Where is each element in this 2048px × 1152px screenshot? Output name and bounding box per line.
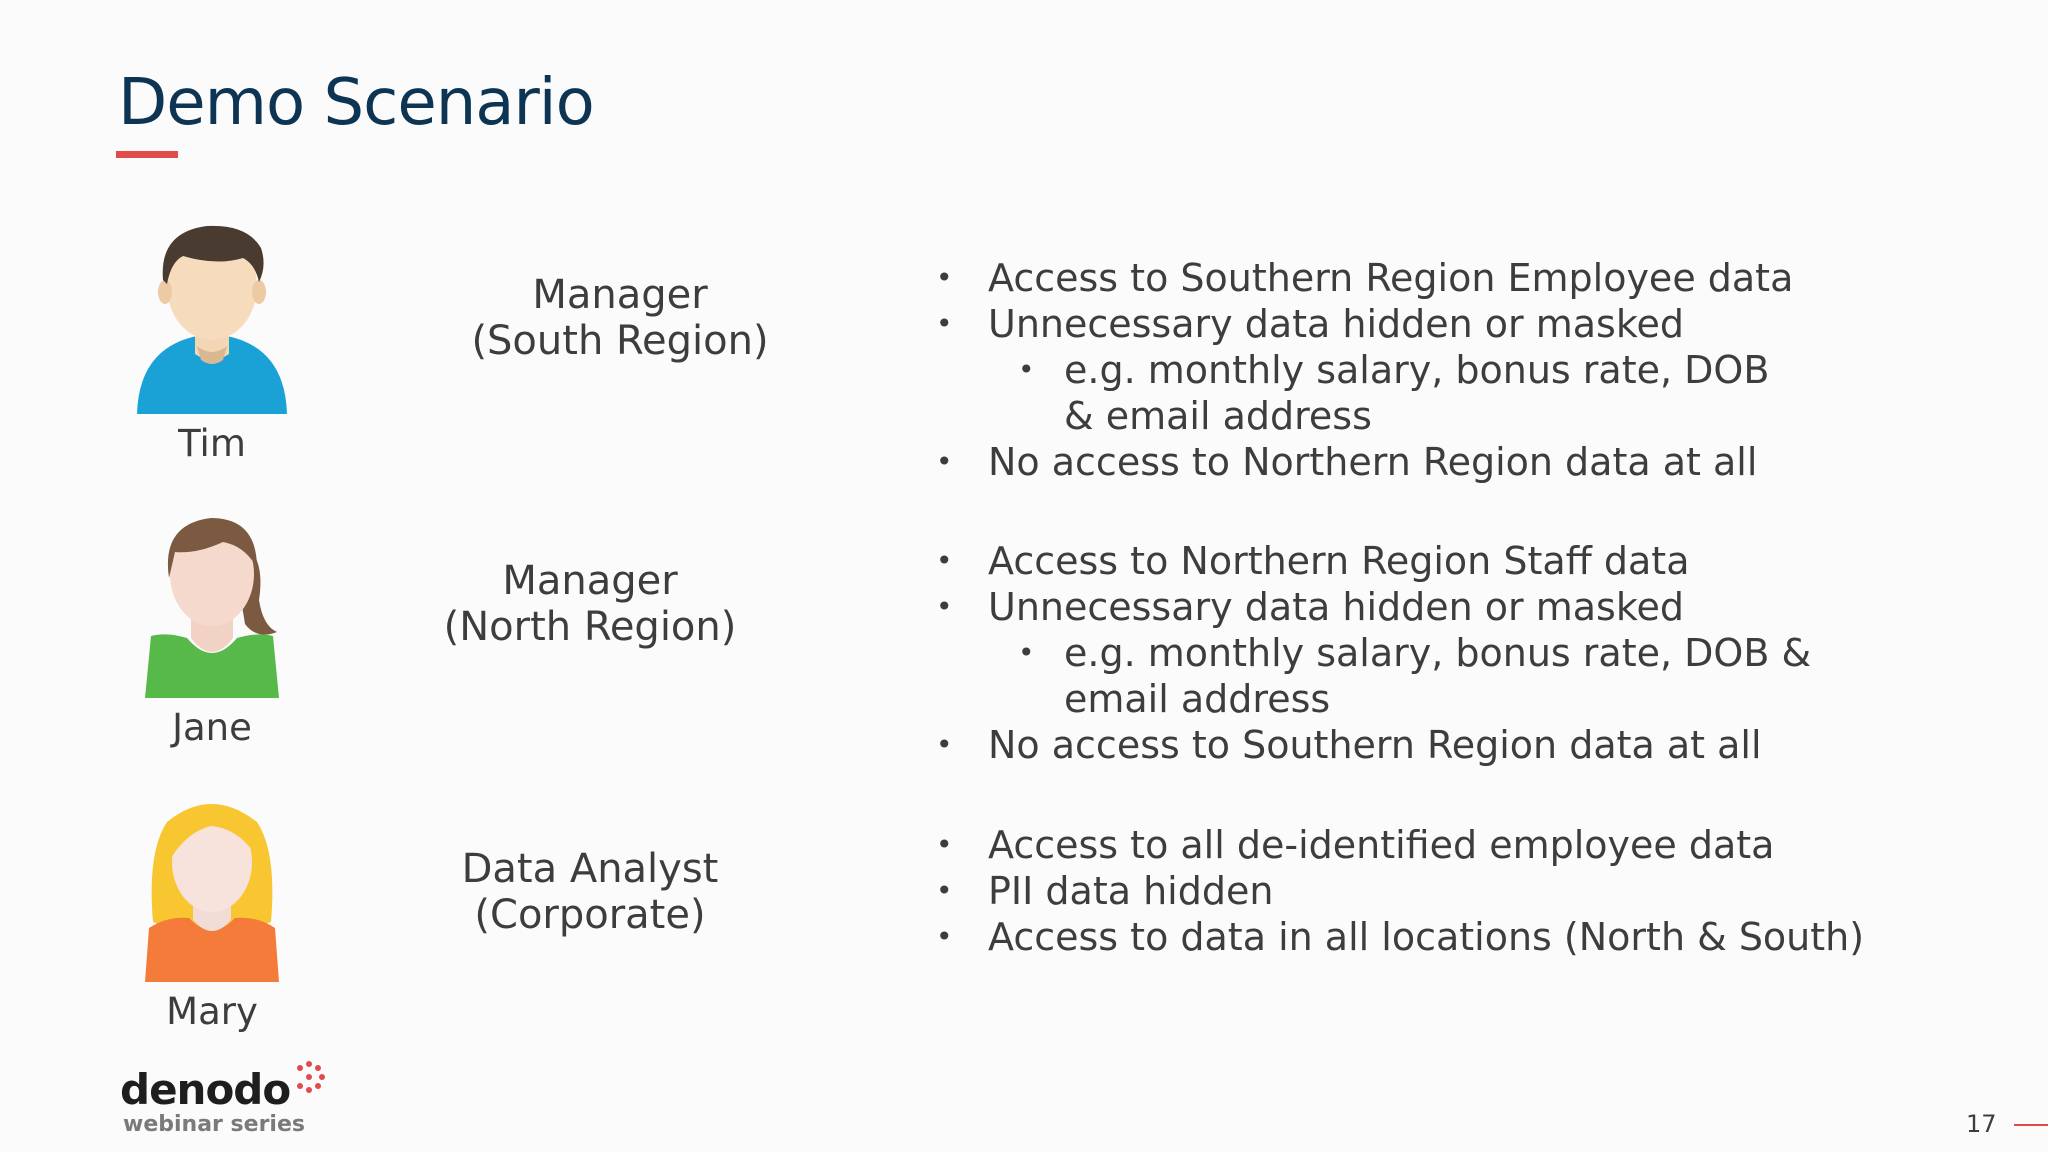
bullet-item: • Access to data in all locations (North & South) [936,915,1865,959]
sub-bullet-continuation: email address [1064,677,1331,721]
female-avatar-icon [127,508,297,698]
bullet-item: • Unnecessary data hidden or masked [936,302,1685,346]
bullet-item: • PII data hidden [936,869,1274,913]
persona-role [410,558,770,650]
bullet-item: • Access to Northern Region Staff data [936,539,1690,583]
bullet-icon: • [936,590,953,623]
denodo-logo [120,1065,305,1138]
role-title: Data Analyst [461,846,719,892]
title-underline [116,151,178,158]
slide-title: Demo Scenario [118,66,594,140]
bullet-icon: • [936,307,953,340]
bullet-icon: • [936,728,953,761]
bullet-list-tim [932,255,1793,485]
bullet-list-jane [932,538,1811,768]
bullet-list-mary [932,822,1864,960]
role-region: (South Region) [471,318,769,364]
bullet-icon: • [936,920,953,953]
persona-jane [112,508,312,749]
persona-role [410,846,770,938]
persona-name: Tim [178,422,246,465]
bullet-icon: • [936,874,953,907]
role-title: Manager [502,558,678,604]
bullet-icon: • [1018,353,1035,386]
page-number: 17 [1966,1110,1997,1138]
persona-tim [112,218,312,465]
role-region: (Corporate) [474,892,706,938]
persona-name: Jane [172,706,252,749]
sub-bullet-item: • e.g. monthly salary, bonus rate, DOB [1018,348,1770,392]
logo-brand: denodo [120,1065,291,1114]
blonde-female-avatar-icon [127,792,297,982]
bullet-item: • No access to Northern Region data at all [936,440,1758,484]
bullet-icon: • [936,544,953,577]
bullet-icon: • [936,261,953,294]
bullet-item: • Unnecessary data hidden or masked [936,585,1685,629]
bullet-icon: • [1018,636,1035,669]
persona-role [440,272,800,364]
logo-dots-icon [292,1060,326,1094]
persona-mary [112,792,312,1033]
role-region: (North Region) [443,604,737,650]
sub-bullet-continuation: & email address [1064,394,1372,438]
role-title: Manager [532,272,708,318]
page-number-line [2014,1124,2048,1126]
bullet-item: • Access to all de-identified employee data [936,823,1775,867]
persona-name: Mary [166,990,258,1033]
bullet-icon: • [936,828,953,861]
logo-tagline: webinar series [123,1112,305,1137]
sub-bullet-item: • e.g. monthly salary, bonus rate, DOB & [1018,631,1812,675]
bullet-icon: • [936,445,953,478]
bullet-item: • No access to Southern Region data at all [936,723,1762,767]
male-avatar-icon [127,218,297,414]
bullet-item: • Access to Southern Region Employee data [936,256,1794,300]
